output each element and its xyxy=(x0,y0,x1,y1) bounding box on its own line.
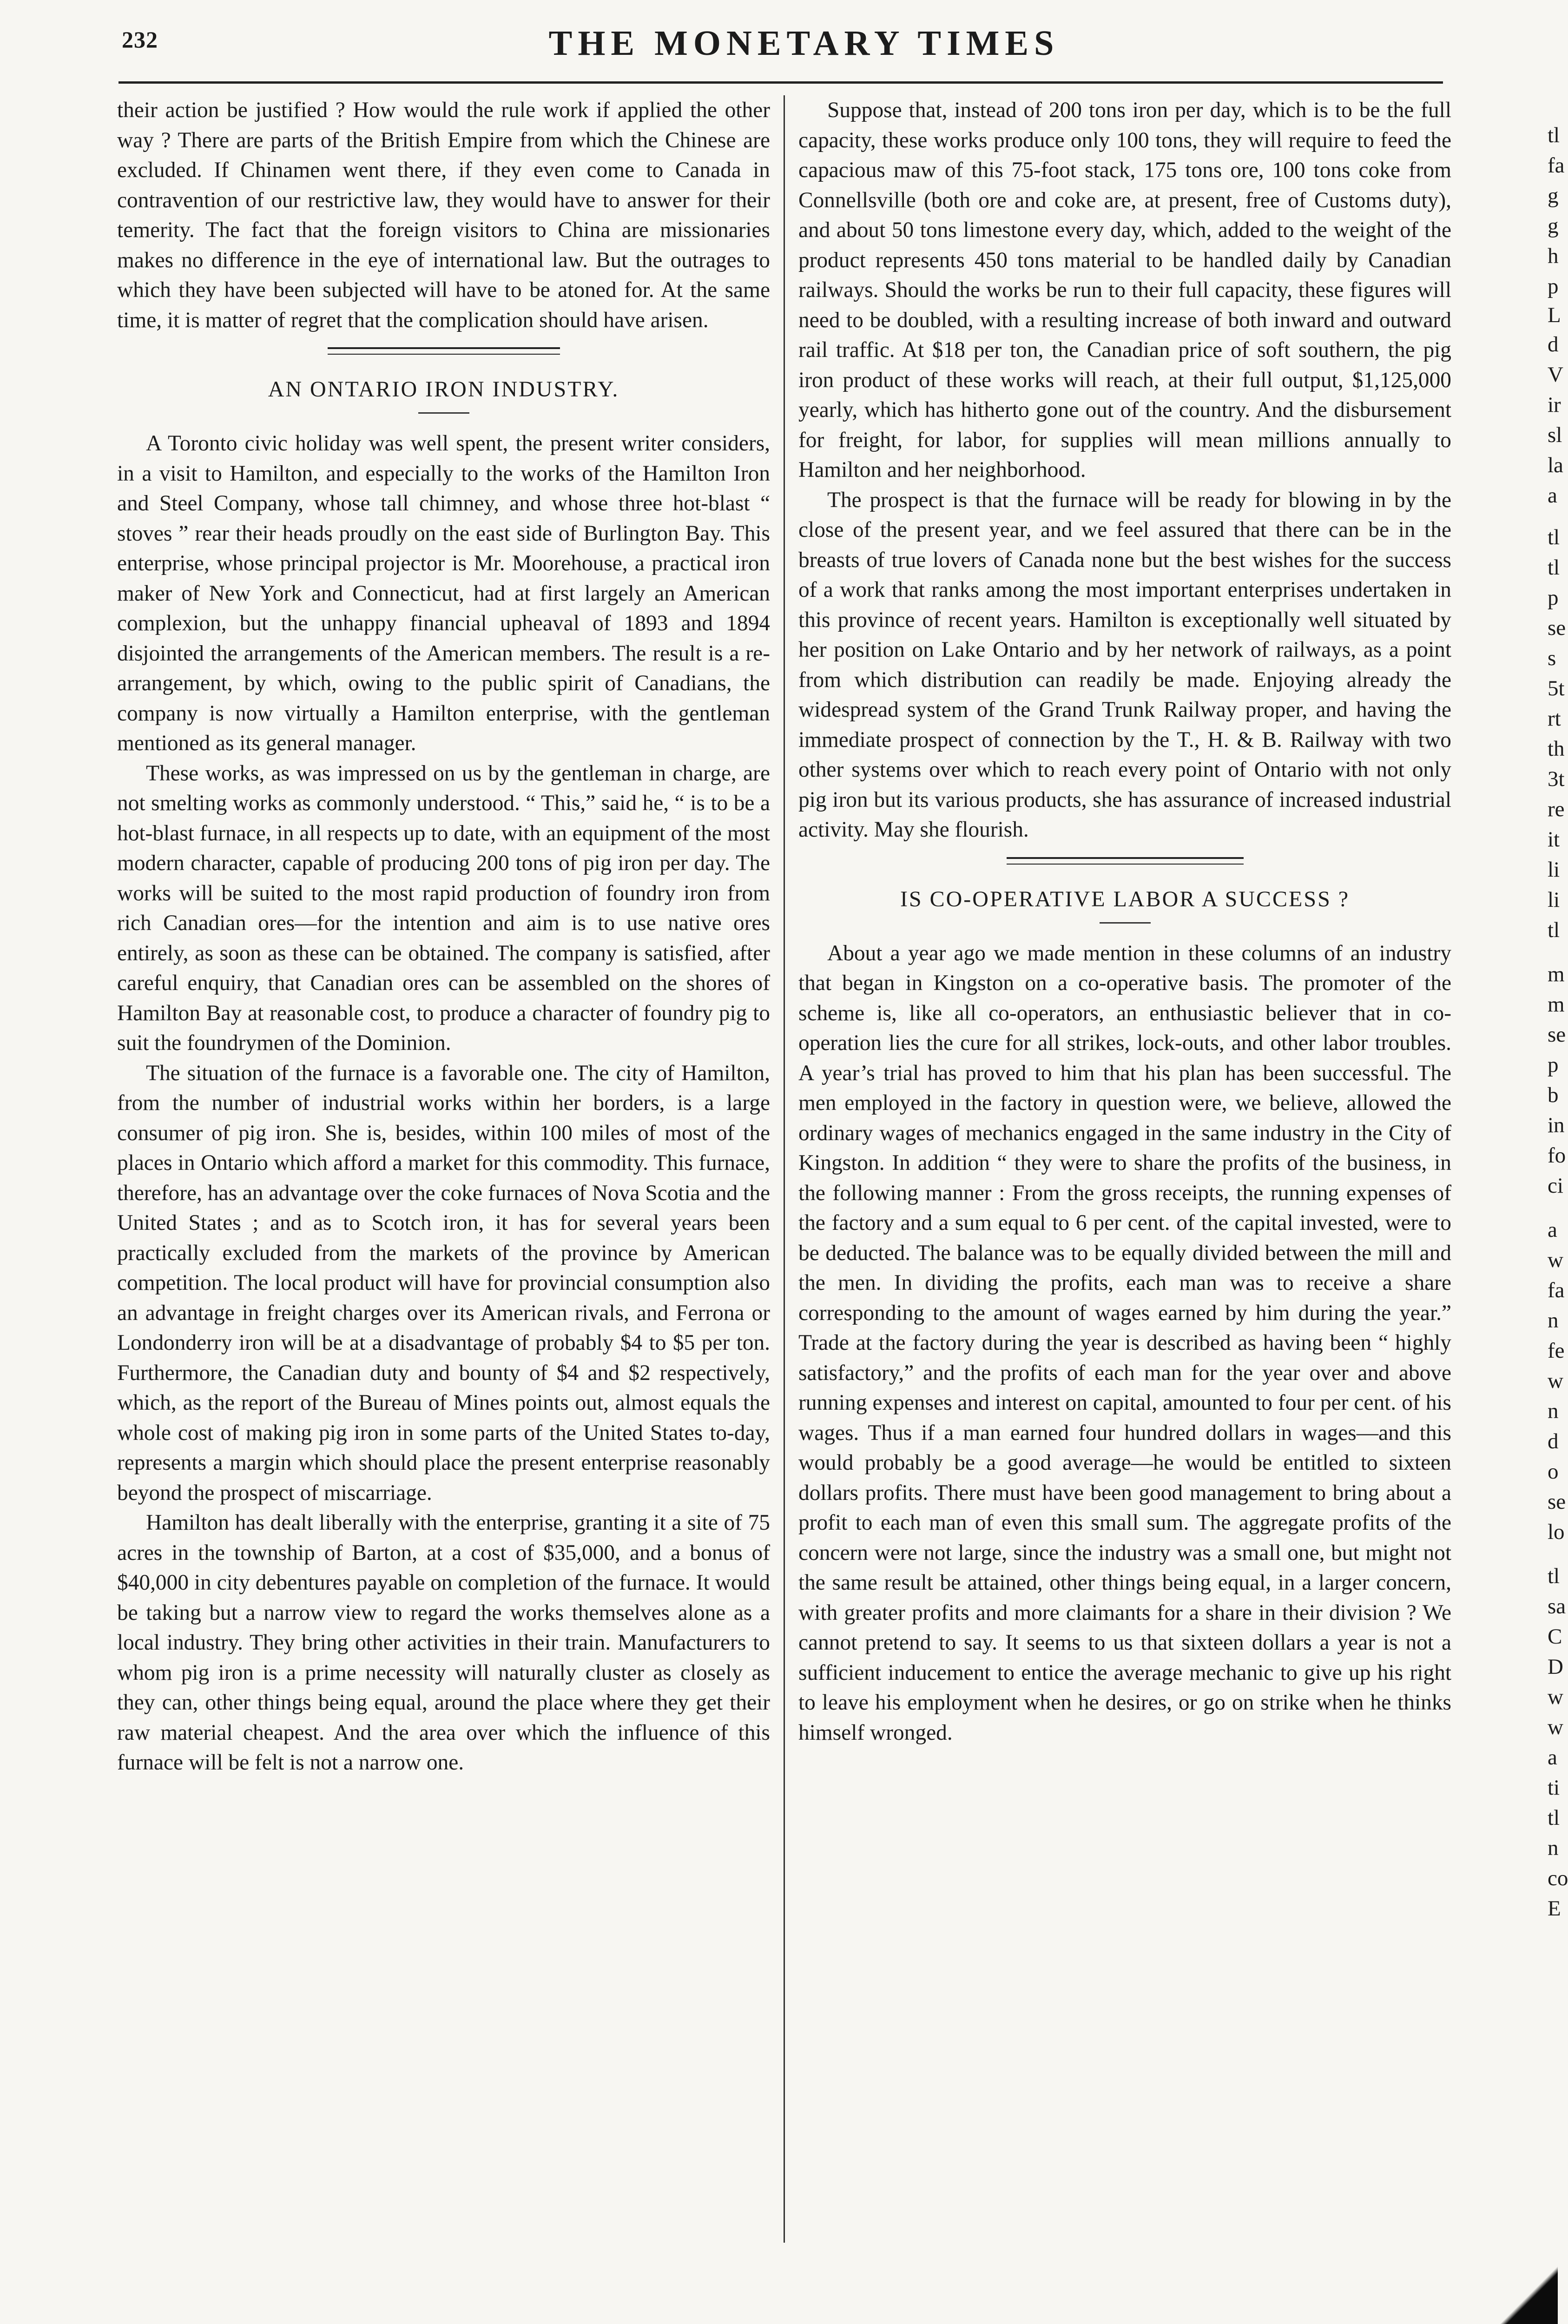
right-column-fragment: m xyxy=(1548,992,1565,1017)
right-column-fragment: n xyxy=(1548,1836,1559,1860)
right-column-fragment: li xyxy=(1548,888,1560,912)
article-title: IS CO-OPERATIVE LABOR A SUCCESS ? xyxy=(900,886,1350,911)
right-column-fragment: li xyxy=(1548,858,1560,882)
right-column-fragment: tl xyxy=(1548,1564,1560,1588)
page-number: 232 xyxy=(122,26,158,53)
right-column-fragment: w xyxy=(1548,1248,1563,1272)
title-rule xyxy=(418,412,469,414)
right-column-fragment: 3t xyxy=(1548,767,1565,791)
page-corner-shadow xyxy=(1497,2266,1558,2324)
right-column-fragment: s xyxy=(1548,646,1556,670)
article-paragraph: The situation of the furnace is a favorable one. The city of Hamilton, from the number of industrial works within her borders, is a large consumer of pig iron. She is, besides, within 100 miles of most of the places in Ontario which afford a market for this commodity. This furnace, therefore, has an advantage over the coke furnaces of Nova Scotia and the United States ; and as to Scotch iron, it has for several years been practically excluded from the markets of the province by American competition. The local product will have for provincial consumption also an advantage in freight charges over its American rivals, and Ferrona or Londonderry iron will be at a disadvantage of probably $4 to $5 per ton. Furthermore, the Canadian duty and bounty of $4 and $2 respectively, which, as the report of the Bureau of Mines points out, almost equals the whole cost of making pig iron in some parts of the United States to-day, represents a margin which should place the present enterprise reasonably beyond the prospect of miscarriage. xyxy=(117,1061,770,1505)
right-column-fragment: tl xyxy=(1548,918,1560,942)
article-paragraph: Suppose that, instead of 200 tons iron per day, which is to be the full capacity, these works produce only 100 tons, they will require to feed the capacious maw of this 75-foot stack, 175 tons ore, 100 tons coke from Connellsville (both ore and coke are, at present, free of Customs duty), and about 50 tons limestone every day, which, added to the weight of the product represents 450 tons material to be handled daily by Canadian railways. Should the works be run to their full capacity, these figures will need to be doubled, with a resulting increase of both inward and outward rail traffic. At $18 per ton, the Canadian price of soft southern, the pig iron product of these works will reach, at their full output, $1,125,000 yearly, which has hitherto gone out of the country. And the disbursement for freight, for labor, for supplies will mean millions annually to Hamilton and her neighborhood. xyxy=(798,98,1451,482)
right-column-fragment: fe xyxy=(1548,1339,1565,1363)
title-rule xyxy=(1100,922,1151,924)
right-column-fragment: la xyxy=(1548,453,1563,477)
right-column-fragment: co xyxy=(1548,1866,1568,1890)
right-column-fragment: L xyxy=(1548,303,1561,327)
right-column-fragment: p xyxy=(1548,586,1559,610)
right-column-fragment: b xyxy=(1548,1083,1559,1107)
right-column-fragment: re xyxy=(1548,797,1565,821)
right-column-fragment: th xyxy=(1548,737,1565,761)
article-paragraph: The prospect is that the furnace will be ready for blowing in by the close of the present year, and we feel assured that there can be in the breasts of true lovers of Canada none but the best wishes for the success of a work that ranks among the most important enterprises undertaken in this province of recent years. Hamilton is exceptionally well situated by her position on Lake Ontario and by her network of railways, as a point from which distribution can readily be made. Enjoying already the widespread system of the Grand Trunk Railway proper, and having the immediate prospect of connection by the T., H. & B. Railway with two other systems over which to reach every point of Ontario with not only pig iron but its various products, she has assurance of increased industrial activity. May she flourish. xyxy=(798,488,1451,842)
right-column-fragment: h xyxy=(1548,244,1559,268)
right-column-fragment: in xyxy=(1548,1113,1565,1137)
right-column-fragment: se xyxy=(1548,1490,1566,1514)
right-column-fragment: n xyxy=(1548,1308,1559,1333)
right-column-fragment: a xyxy=(1548,1218,1557,1242)
section-divider xyxy=(328,347,560,355)
right-column-fragment: g xyxy=(1548,214,1559,238)
right-column-fragment: a xyxy=(1548,1745,1557,1769)
right-column-fragment: w xyxy=(1548,1685,1563,1709)
right-column-fragment: g xyxy=(1548,184,1559,208)
right-column-fragment: V xyxy=(1548,363,1563,387)
column-rule xyxy=(784,95,785,2243)
right-column-fragment: se xyxy=(1548,1023,1566,1047)
article-paragraph: About a year ago we made mention in these columns of an industry that began in Kingston on a co-operative basis. The promoter of the scheme is, like all co-operators, an enthusiastic believer that in co-operation lies the cure for all strikes, lock-outs, and other labor troubles. A year’s trial has proved to him that his plan has been successful. The men employed in the factory in question were, we believe, allowed the ordinary wages of mechanics engaged in the same industry in the City of Kingston. In addition “ they were to share the profits of the business, in the following manner : From the gross receipts, the running expenses of the factory and a sum equal to 6 per cent. of the capital invested, were to be deducted. The balance was to be equally divided between the mill and the men. In dividing the profits, each man was to receive a share corresponding to the amount of wages earned by him during the year.” Trade at the factory during the year is described as having been “ highly satisfactory,” and the profits of each man for the year over and above running expenses and interest on capital, amounted to four per cent. of his wages. Thus if a man earned four hundred dollars in wages—and this would probably be a good average—he would be entitled to sixteen dollars profits. There must have been good management to bring about a profit to each man of even this small sum. The aggregate profits of the concern were not large, since the industry was a small one, but might not the same result be attained, other things being equal, in a larger concern, with greater profits and more claimants for a share in their division ? We cannot pretend to say. It seems to us that sixteen dollars a year is not a sufficient inducement to entice the average mechanic to give up his right to leave his employment when he desires, or go on strike when he thinks himself wronged. xyxy=(798,941,1451,1745)
article-paragraph: These works, as was impressed on us by the gentleman in charge, are not smelting works as commonly understood. “ This,” said he, “ is to be a hot-blast furnace, in all respects up to date, with an equipment of the most modern character, capable of producing 200 tons of pig iron per day. The works will be suited to the most rapid production of foundry iron from rich Canadian ores—for the intention and aim is to use native ores entirely, as soon as these can be obtained. The company is satisfied, after careful enquiry, that Canadian ores can be assembled on the shores of Hamilton Bay at reasonable cost, to produce a character of foundry pig to suit the foundrymen of the Dominion. xyxy=(117,761,770,1055)
right-column-fragment: n xyxy=(1548,1399,1559,1423)
right-column-fragment: sl xyxy=(1548,423,1562,447)
right-column-fragment: a xyxy=(1548,483,1557,508)
continued-paragraph: their action be justified ? How would the rule work if applied the other way ? There are parts of the British Empire from which the Chinese are excluded. If Chinamen went there, if they even come to Canada in contravention of our restrictive law, they would have to answer for their temerity. The fact that the foreign visitors to China are missionaries makes no difference in the eye of international law. But the outrages to which they have been subjected will have to be atoned for. At the same time, it is matter of regret that the complication should have arisen. xyxy=(117,98,770,332)
right-column-fragment: p xyxy=(1548,1053,1559,1077)
article-paragraph: A Toronto civic holiday was well spent, the present writer considers, in a visit to Hamilton, and especially to the works of the Hamilton Iron and Steel Company, whose tall chimney, and whose three hot-blast “ stoves ” rear their heads proudly on the east side of Burlington Bay. This enterprise, whose principal projector is Mr. Moorehouse, a practical iron maker of New York and Connecticut, had at first largely an American complexion, but the unhappy financial upheaval of 1893 and 1894 disjointed the arrangements of the American members. The result is a re-arrangement, by which, owing to the public spirit of Canadians, the company is now virtually a Hamilton enterprise, with the gentleman mentioned as its general manager. xyxy=(117,431,770,755)
right-column-fragment: lo xyxy=(1548,1520,1565,1544)
right-column-fragment: ti xyxy=(1548,1776,1560,1800)
right-column-fragment: ci xyxy=(1548,1174,1563,1198)
right-column-fragment: se xyxy=(1548,616,1566,640)
right-column-fragment: m xyxy=(1548,962,1565,986)
right-column-fragment: tl xyxy=(1548,123,1560,147)
right-column-fragment: it xyxy=(1548,827,1560,852)
masthead-title: THE MONETARY TIMES xyxy=(548,24,1060,63)
right-column-fragment: rt xyxy=(1548,706,1561,731)
right-column-fragment: tl xyxy=(1548,525,1560,549)
right-column-fragment: 5t xyxy=(1548,676,1565,700)
right-column-fragment: fo xyxy=(1548,1143,1566,1168)
right-column-fragment: d xyxy=(1548,332,1559,357)
right-column-fragment: w xyxy=(1548,1369,1563,1393)
right-column-fragment: fa xyxy=(1548,153,1565,178)
right-column-fragments xyxy=(1548,93,1568,1952)
right-column-fragment: w xyxy=(1548,1715,1563,1739)
right-column-fragment: tl xyxy=(1548,1806,1560,1830)
right-column-fragment: ir xyxy=(1548,393,1561,417)
middle-column xyxy=(798,95,1451,1748)
right-column-fragment: sa xyxy=(1548,1594,1566,1618)
right-column-fragment: d xyxy=(1548,1429,1559,1453)
right-column-fragment: C xyxy=(1548,1624,1562,1649)
article-title: AN ONTARIO IRON INDUSTRY. xyxy=(268,377,619,402)
right-column-fragment: fa xyxy=(1548,1278,1565,1302)
right-column-fragment: E xyxy=(1548,1896,1561,1921)
right-column-fragment: o xyxy=(1548,1459,1559,1484)
right-column-fragment: tl xyxy=(1548,555,1560,580)
header-rule xyxy=(119,81,1443,84)
article-paragraph: Hamilton has dealt liberally with the enterprise, granting it a site of 75 acres in the township of Barton, at a cost of $35,000, and a bonus of $40,000 in city debentures payable on completion of the furnace. It would be taking but a narrow view to regard the works themselves alone as a local industry. They bring other activities in their train. Manufacturers to whom pig iron is a prime necessity will naturally cluster as closely as they can, other things being equal, around the place where they get their raw material cheapest. And the area over which the influence of this furnace will be felt is not a narrow one. xyxy=(117,1511,770,1775)
section-divider xyxy=(1007,857,1244,865)
right-column-fragment: p xyxy=(1548,274,1559,298)
right-column-fragment: D xyxy=(1548,1655,1563,1679)
left-column xyxy=(117,95,770,1778)
